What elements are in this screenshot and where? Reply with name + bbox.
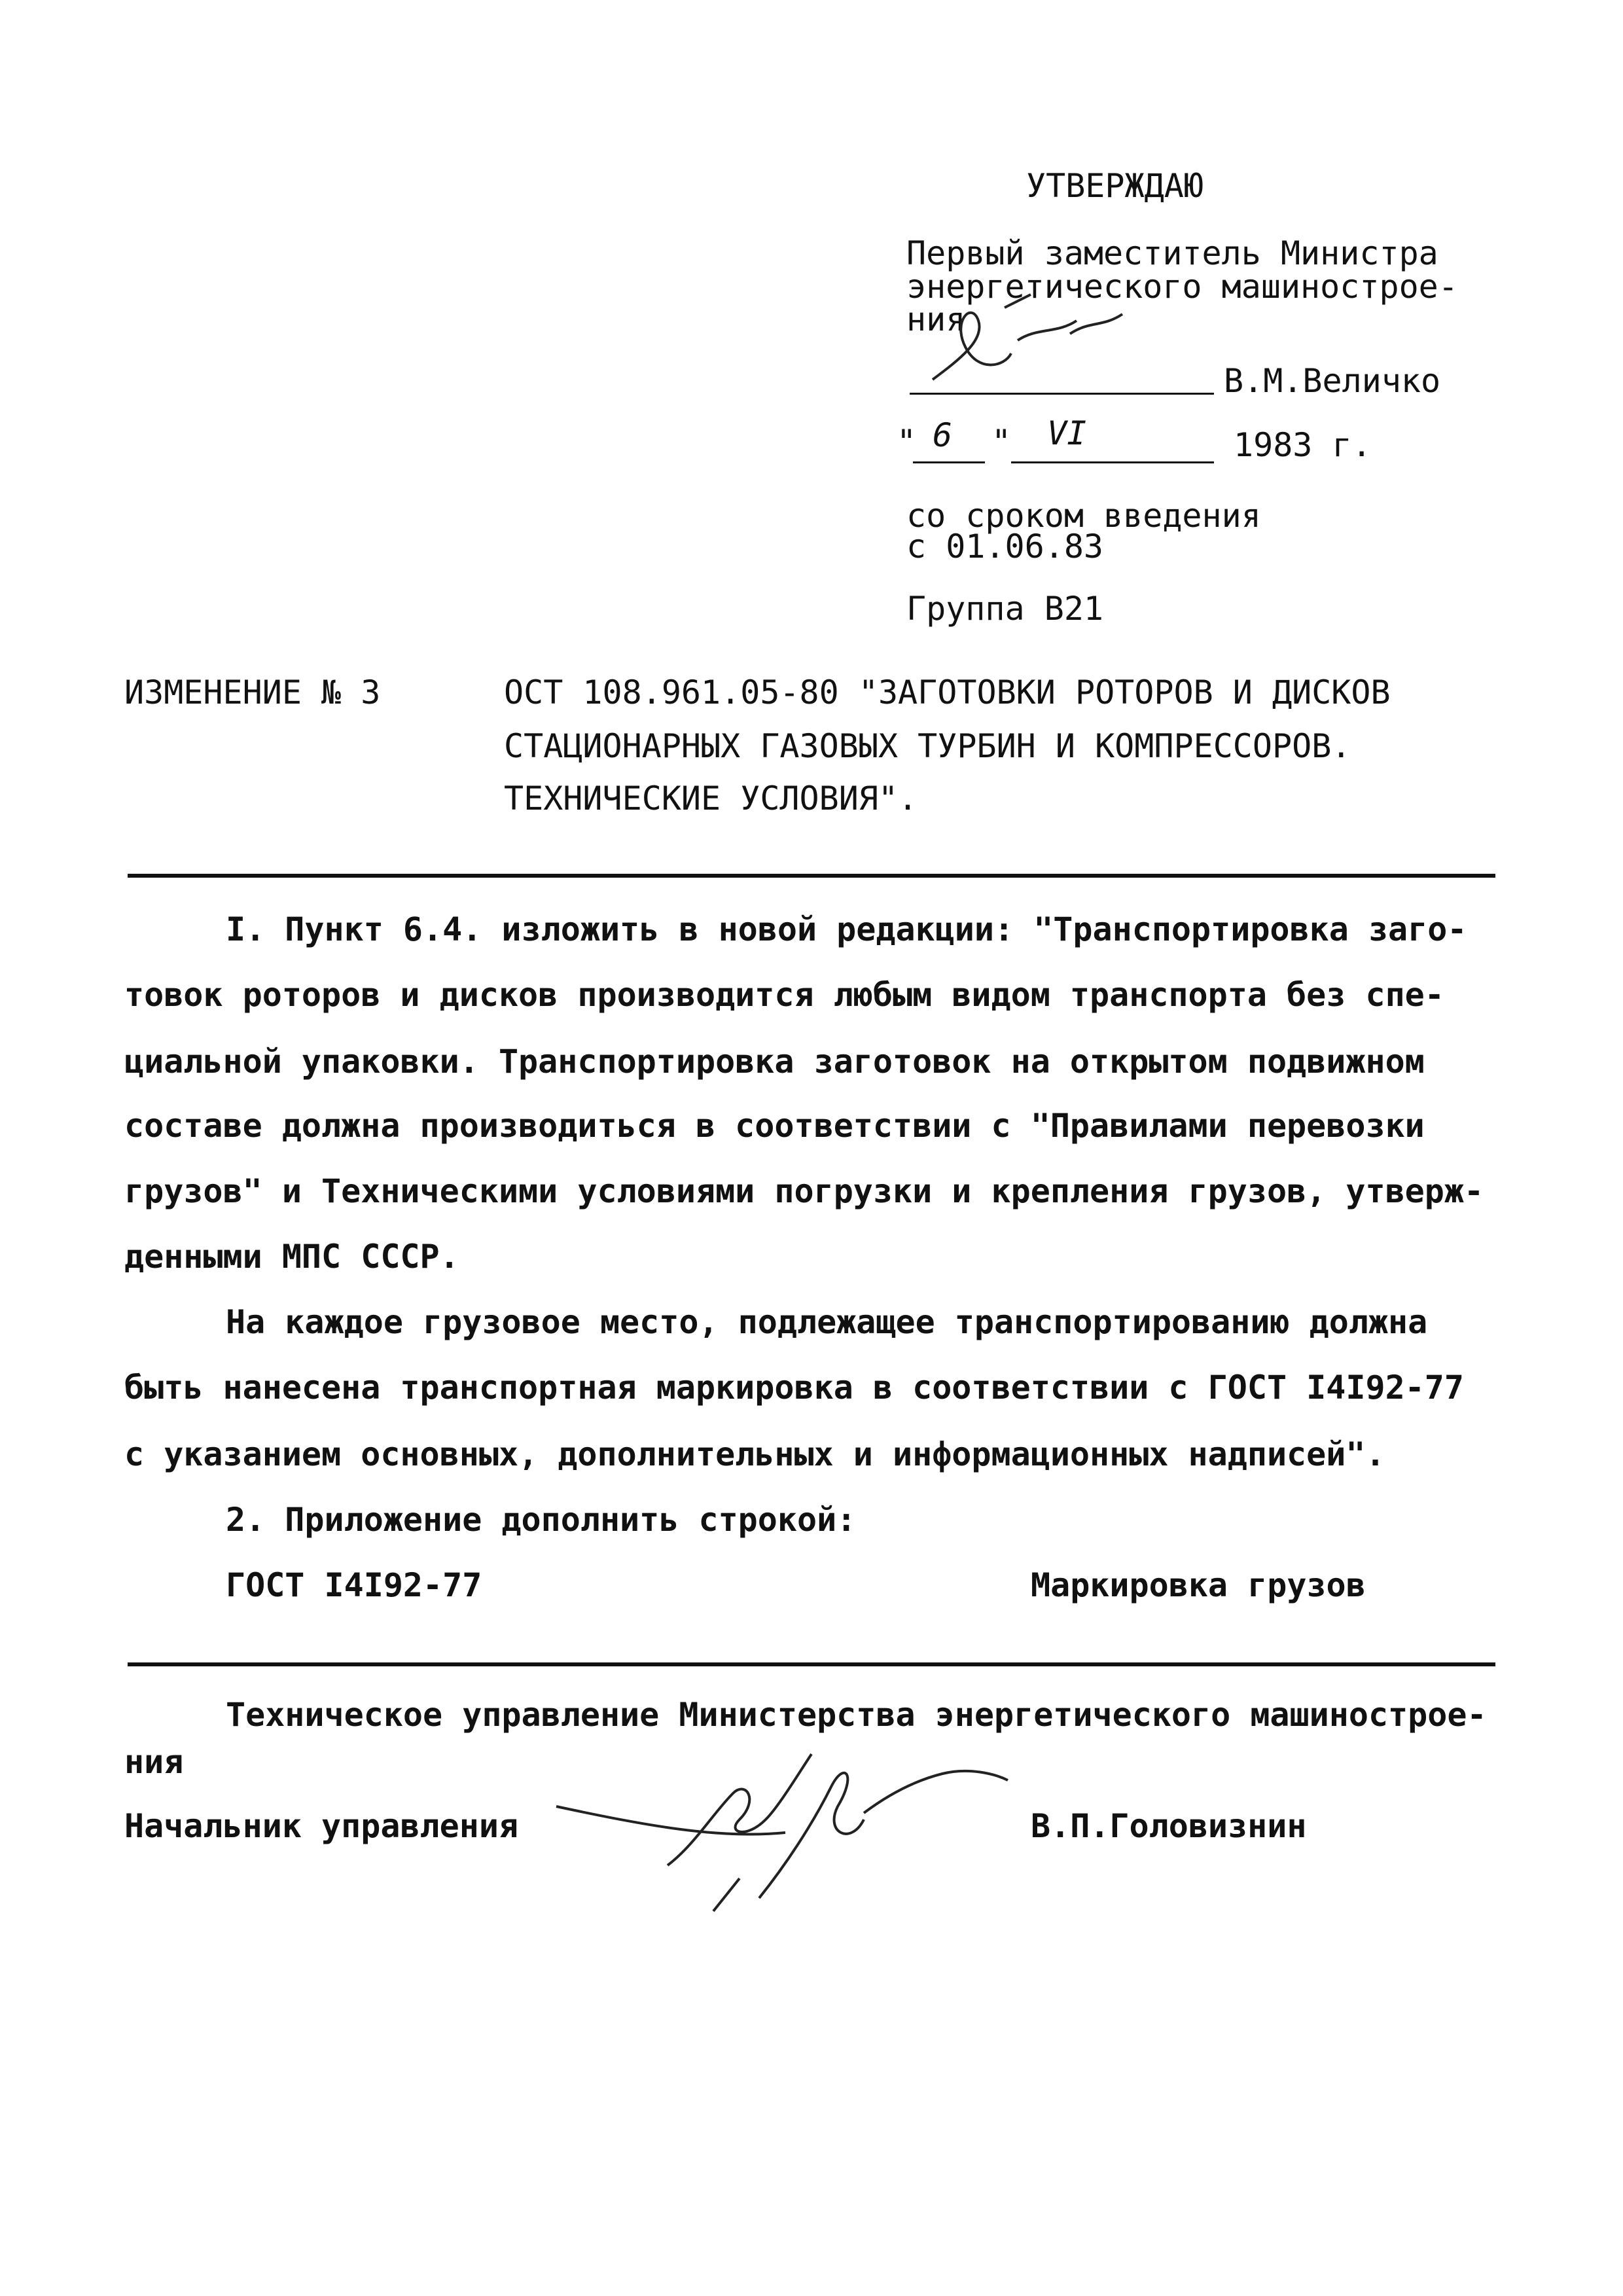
gost-description: Маркировка грузов [1031, 1566, 1366, 1604]
org-line1: Техническое управление Министерства энергетического машинострое- [226, 1696, 1487, 1734]
chief-name: В.П.Головизнин [1031, 1807, 1307, 1845]
date-month: VI [1047, 414, 1087, 452]
p2-line1: На каждое грузовое место, подлежащее транспортированию должна [226, 1303, 1428, 1341]
approval-title: УТВЕРЖДАЮ [1026, 167, 1204, 205]
approver-signature [906, 281, 1181, 399]
approver-name: В.М.Величко [1224, 362, 1441, 400]
approval-position-line3: ния [906, 300, 966, 338]
date-day-line [913, 461, 985, 463]
chief-signature [550, 1734, 1021, 1924]
p3-line1: 2. Приложение дополнить строкой: [226, 1501, 857, 1539]
date-year: 1983 г. [1234, 426, 1372, 464]
org-line2: ния [124, 1743, 184, 1781]
chief-label: Начальник управления [124, 1807, 519, 1845]
p1-line3: циальной упаковки. Транспортировка заготовок на открытом подвижном [124, 1043, 1425, 1081]
p2-line3: с указанием основных, дополнительных и информационных надписей". [124, 1435, 1385, 1473]
group-label: Группа В21 [906, 590, 1104, 628]
approver-signature-line [910, 393, 1214, 395]
p1-line5: грузов" и Техническими условиями погрузки и крепления грузов, утверж- [124, 1172, 1484, 1210]
p1-line1: I. Пункт 6.4. изложить в новой редакции: "Транспортировка заго- [226, 910, 1467, 948]
term-line1: со сроком введения [906, 497, 1261, 535]
gost-reference: ГОСТ I4I92-77 [226, 1566, 482, 1604]
p1-line4: составе должна производиться в соответствии с "Правилами перевозки [124, 1107, 1425, 1145]
change-title-line2: СТАЦИОНАРНЫХ ГАЗОВЫХ ТУРБИН И КОМПРЕССОРОВ. [504, 727, 1351, 765]
bottom-divider [128, 1662, 1495, 1666]
date-mid-quote: " [991, 423, 1012, 461]
p1-line6: денными МПС СССР. [124, 1238, 459, 1276]
top-divider [128, 874, 1495, 878]
p2-line2: быть нанесена транспортная маркировка в соответствии с ГОСТ I4I92-77 [124, 1369, 1464, 1407]
date-day: 6 [933, 416, 953, 454]
approval-position-line2: энергетического машинострое- [906, 268, 1458, 306]
date-open-quote: " [897, 423, 917, 461]
approval-position-line1: Первый заместитель Министра [906, 234, 1438, 272]
date-month-line [1011, 461, 1214, 463]
p1-line2: товок роторов и дисков производится любым видом транспорта без спе- [124, 976, 1444, 1014]
change-title-line1: ОСТ 108.961.05-80 "ЗАГОТОВКИ РОТОРОВ И ДИСКОВ [504, 673, 1391, 711]
change-title-line3: ТЕХНИЧЕСКИЕ УСЛОВИЯ". [504, 780, 918, 817]
change-label: ИЗМЕНЕНИЕ № 3 [124, 673, 381, 711]
term-line2: с 01.06.83 [906, 528, 1104, 565]
